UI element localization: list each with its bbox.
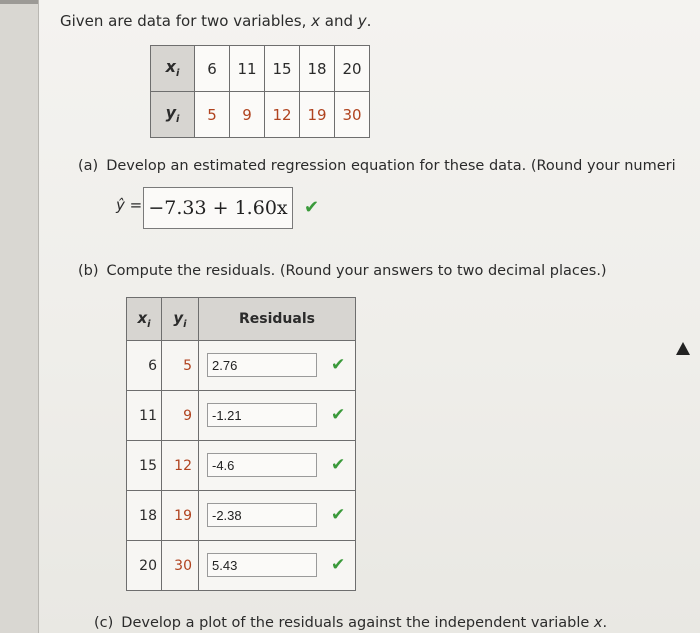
part-a-question	[78, 158, 676, 174]
data-table-x-row	[151, 46, 370, 92]
residual-input[interactable]: -2.38	[207, 503, 317, 527]
residual-input[interactable]: 5.43	[207, 553, 317, 577]
check-icon: ✔	[331, 505, 346, 525]
y-header: $y_i$	[151, 92, 195, 138]
part-b-text: Compute the residuals. (Round your answers to two decimal places.)	[106, 263, 607, 279]
row-x: 20	[127, 541, 162, 591]
row-x: 6	[127, 341, 162, 391]
intro-and: and	[320, 12, 358, 30]
residuals-table	[126, 297, 356, 591]
check-icon: ✔	[331, 555, 346, 575]
y-value: 30	[335, 92, 370, 138]
data-table-y-row	[151, 92, 370, 138]
intro-var-y: y	[357, 12, 367, 30]
y-value: 19	[300, 92, 335, 138]
check-icon: ✔	[331, 455, 346, 475]
row-x: 18	[127, 491, 162, 541]
residual-input[interactable]: 2.76	[207, 353, 317, 377]
part-a-text: Develop an estimated regression equation for these data. (Round your numeri	[106, 158, 676, 174]
check-icon: ✔	[304, 197, 320, 218]
intro-var-x: x	[311, 12, 320, 30]
y-value: 9	[230, 92, 265, 138]
y-value: 5	[195, 92, 230, 138]
row-y: 5	[162, 341, 199, 391]
residual-input[interactable]: -1.21	[207, 403, 317, 427]
intro-text: Given are data for two variables,	[60, 12, 312, 30]
residual-input[interactable]: -4.6	[207, 453, 317, 477]
x-value: 11	[230, 46, 265, 92]
x-value: 6	[195, 46, 230, 92]
y-value: 12	[265, 92, 300, 138]
part-c-text: Develop a plot of the residuals against the independent variable	[121, 615, 590, 631]
x-value: 15	[265, 46, 300, 92]
row-x: 15	[127, 441, 162, 491]
x-value: 20	[335, 46, 370, 92]
residual-cell	[199, 391, 356, 441]
residual-cell	[199, 341, 356, 391]
problem-intro	[60, 12, 371, 30]
part-c-question	[94, 615, 607, 631]
mouse-cursor-icon	[676, 342, 690, 355]
x-value: 18	[300, 46, 335, 92]
table-row	[127, 491, 356, 541]
residuals-header: Residuals	[199, 298, 356, 341]
part-c-label: (c)	[94, 615, 114, 631]
row-y: 19	[162, 491, 199, 541]
table-row	[127, 391, 356, 441]
part-c-var: x	[593, 615, 603, 631]
residuals-y-header: $y_i$	[162, 298, 199, 341]
yhat-label: ŷ =	[116, 196, 143, 214]
row-y: 12	[162, 441, 199, 491]
residuals-header-row	[127, 298, 356, 341]
residual-cell	[199, 491, 356, 541]
part-c-suffix: .	[602, 615, 608, 631]
table-row	[127, 441, 356, 491]
residual-cell	[199, 541, 356, 591]
table-row	[127, 541, 356, 591]
check-icon: ✔	[331, 405, 346, 425]
check-icon: ✔	[331, 355, 346, 375]
part-b-question	[78, 263, 607, 279]
row-y: 9	[162, 391, 199, 441]
row-x: 11	[127, 391, 162, 441]
residual-cell	[199, 441, 356, 491]
table-row	[127, 341, 356, 391]
intro-suffix: .	[366, 12, 372, 30]
row-y: 30	[162, 541, 199, 591]
part-a-label: (a)	[78, 158, 99, 174]
residuals-x-header: $x_i$	[127, 298, 162, 341]
part-b-label: (b)	[78, 263, 99, 279]
x-header: $x_i$	[151, 46, 195, 92]
data-table	[150, 45, 370, 138]
regression-equation-answer[interactable]: −7.33 + 1.60x	[143, 187, 293, 229]
